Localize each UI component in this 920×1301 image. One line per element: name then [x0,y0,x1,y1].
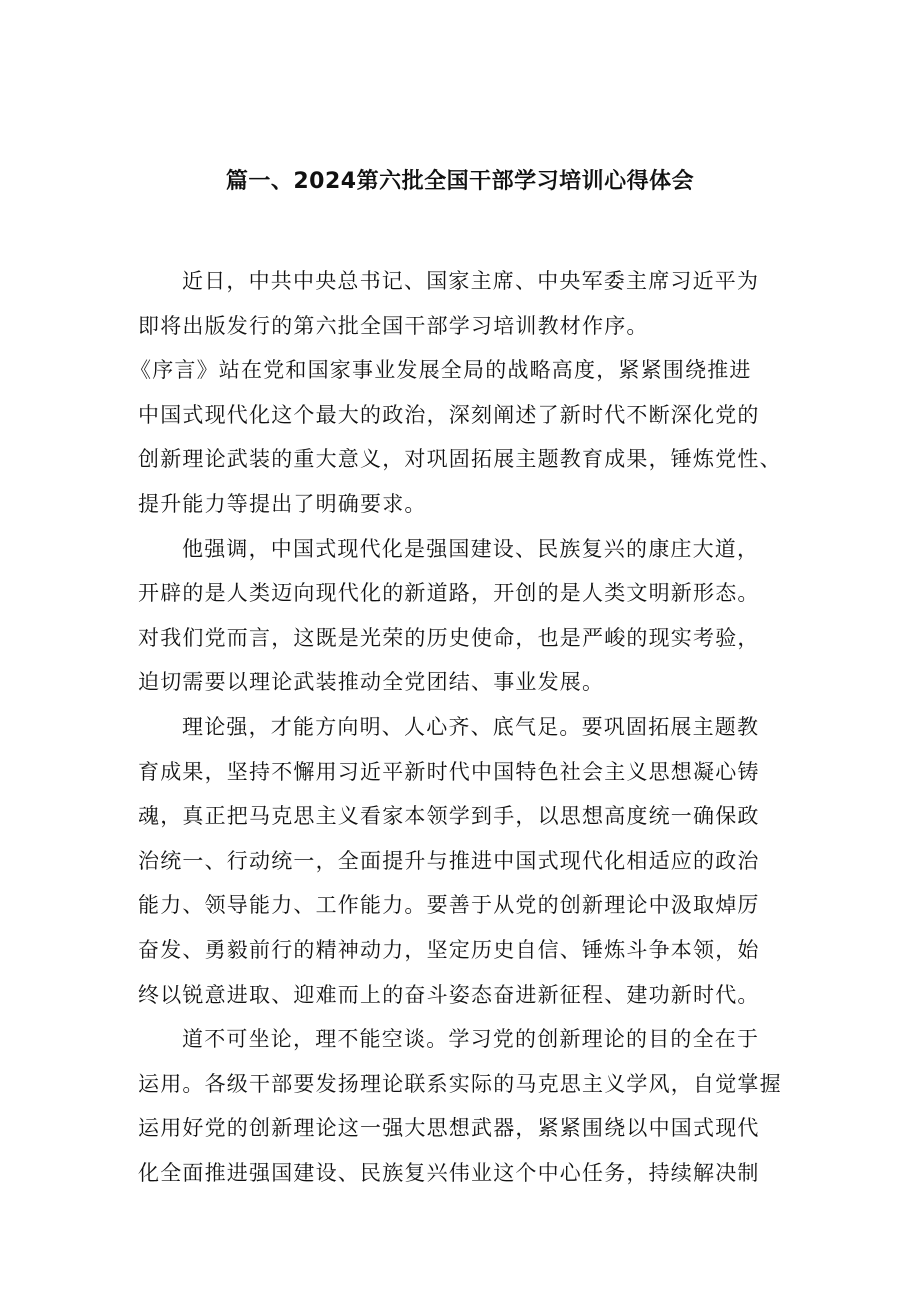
paragraph-line: 提升能力等提出了明确要求。 [138,491,427,516]
paragraph-line: 创新理论武装的重大意义，对巩固拓展主题教育成果，锤炼党性、 [138,447,782,472]
paragraph-line: 终以锐意进取、迎难而上的奋斗姿态奋进新征程、建功新时代。 [138,982,760,1007]
paragraph-line: 中国式现代化这个最大的政治，深刻阐述了新时代不断深化党的 [138,402,760,427]
paragraph-line: 开辟的是人类迈向现代化的新道路，开创的是人类文明新形态。 [138,581,760,606]
paragraph-line: 迫切需要以理论武装推动全党团结、事业发展。 [138,670,605,695]
paragraph-line: 育成果，坚持不懈用习近平新时代中国特色社会主义思想凝心铸 [138,759,760,784]
paragraph-line: 他强调，中国式现代化是强国建设、民族复兴的康庄大道， [182,536,760,561]
document-body [130,259,798,1195]
paragraph-line: 魂，真正把马克思主义看家本领学到手，以思想高度统一确保政 [138,804,760,829]
paragraph-line: 运用好党的创新理论这一强大思想武器，紧紧围绕以中国式现代 [138,1116,760,1141]
paragraph-line: 治统一、行动统一，全面提升与推进中国式现代化相适应的政治 [138,848,760,873]
document-title: 篇一、2024第六批全国干部学习培训心得体会 [225,169,695,194]
paragraph-line: 化全面推进强国建设、民族复兴伟业这个中心任务，持续解决制 [138,1160,760,1185]
paragraph-line: 《序言》站在党和国家事业发展全局的战略高度，紧紧围绕推进 [130,358,752,383]
paragraph-line: 能力、领导能力、工作能力。要善于从党的创新理论中汲取焯厉 [138,893,760,918]
paragraph-line: 即将出版发行的第六批全国干部学习培训教材作序。 [138,313,649,338]
paragraph-line: 近日，中共中央总书记、国家主席、中央军委主席习近平为 [182,269,760,293]
paragraph-line: 运用。各级干部要发扬理论联系实际的马克思主义学风，自觉掌握 [138,1071,782,1096]
paragraph-line: 奋发、勇毅前行的精神动力，坚定历史自信、锤炼斗争本领，始 [138,937,760,962]
paragraph-line: 理论强，才能方向明、人心齐、底气足。要巩固拓展主题教 [182,714,760,739]
paragraph-line: 对我们党而言，这既是光荣的历史使命，也是严峻的现实考验， [138,625,760,650]
paragraph-line: 道不可坐论，理不能空谈。学习党的创新理论的目的全在于 [182,1027,760,1052]
